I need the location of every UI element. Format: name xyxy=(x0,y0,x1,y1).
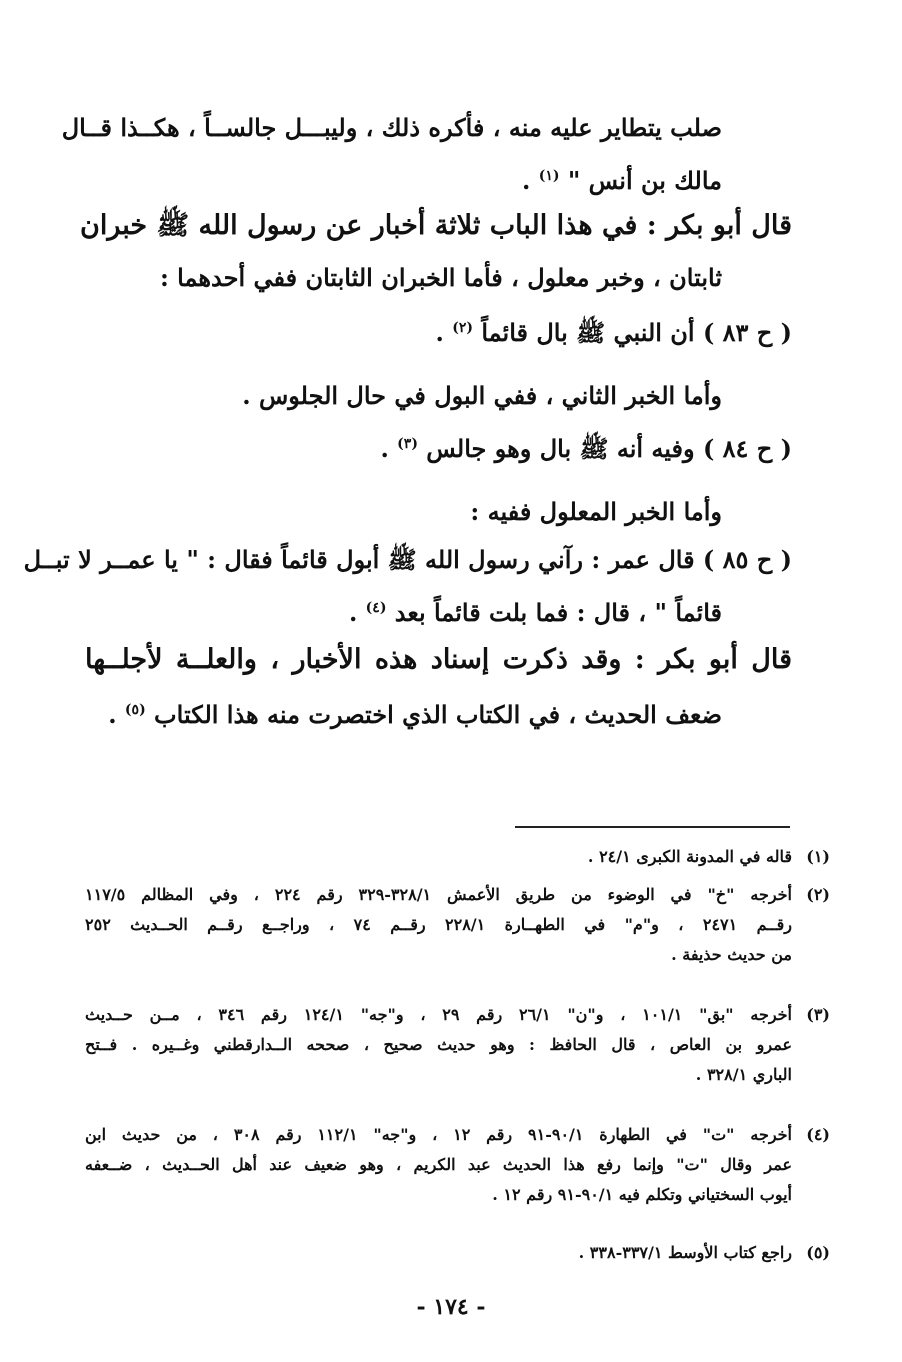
footnote-number: (٥) xyxy=(806,1243,830,1262)
hadith-line: ( ح ٨٣ ) أن النبي ﷺ بال قائماً $^{(٢)}$ . xyxy=(435,318,792,347)
footnote-line: عمرو بن العاص ، قال الحافظ : وهو حديث صحيح ، صححه الــدارقطني وغــيره . فــتح xyxy=(85,1035,792,1054)
footnote-5 xyxy=(85,1238,830,1268)
footnote-number: (٤) xyxy=(806,1125,830,1144)
footnote-marker: (٤) xyxy=(365,600,387,616)
footnote-line: من حديث حذيفة . xyxy=(671,945,792,964)
footnote-number: (١) xyxy=(806,847,830,866)
footnote-3 xyxy=(85,1000,830,1090)
footnote-marker: (٥) xyxy=(124,702,146,718)
hadith-line: ( ح ٨٤ ) وفيه أنه ﷺ بال وهو جالس $^{(٣)}$ . xyxy=(380,434,792,463)
body-line: قائماً " ، قال : فما بلت قائماً بعد $^{(٤)}$ . xyxy=(348,598,722,627)
footnote-marker: (٢) xyxy=(452,320,473,336)
footnote-2 xyxy=(85,880,830,970)
footnote-line: قاله في المدونة الكبرى ٢٤/١ . xyxy=(587,847,792,866)
body-line: قال أبو بكر : في هذا الباب ثلاثة أخبار عن رسول الله ﷺ خبران xyxy=(80,210,792,241)
footnote-line: أخرجه "بق" ١٠١/١ ، و"ن" ٢٦/١ رقم ٢٩ ، و"جه" ١٢٤/١ رقم ٣٤٦ ، مــن حــديث xyxy=(85,1005,793,1024)
footnote-line: أخرجه "خ" في الوضوء من طريق الأعمش ٣٢٨/١-٣٢٩ رقم ٢٢٤ ، وفي المظالم ١١٧/٥ xyxy=(85,885,793,904)
footnote-line: عمر وقال "ت" وإنما رفع هذا الحديث عبد الكريم ، وهو ضعيف عند أهل الحــديث ، ضــعفه xyxy=(85,1155,792,1174)
footnote-marker: (٣) xyxy=(397,436,418,452)
footnote-number: (٢) xyxy=(806,885,830,904)
footnote-line: راجع كتاب الأوسط ٣٣٧/١-٣٣٨ . xyxy=(578,1243,792,1262)
footnote-number: (٣) xyxy=(806,1005,830,1024)
body-line: قال أبو بكر : وقد ذكرت إسناد هذه الأخبار ، والعلــة لأجلــها xyxy=(85,644,792,675)
body-line: مالك بن أنس " $^{(١)}$ . xyxy=(521,166,722,195)
footnote-separator xyxy=(515,826,790,828)
page-number: - ١٧٤ - xyxy=(416,1294,486,1320)
hadith-line: ( ح ٨٥ ) قال عمر : رآني رسول الله ﷺ أبول قائماً فقال : " يا عمــر لا تبــل xyxy=(23,545,792,574)
footnote-line: الباري ٣٢٨/١ . xyxy=(695,1065,792,1084)
footnote-line: أيوب السختياني وتكلم فيه ٩٠/١-٩١ رقم ١٢ . xyxy=(492,1185,792,1204)
body-line: ثابتان ، وخبر معلول ، فأما الخبران الثابتان ففي أحدهما : xyxy=(159,263,722,292)
body-line: صلب يتطاير عليه منه ، فأكره ذلك ، وليبـــل جالســاً ، هكــذا قــال xyxy=(61,113,722,142)
footnote-marker: (١) xyxy=(538,168,560,184)
footnote-1 xyxy=(85,842,830,872)
footnote-line: أخرجه "ت" في الطهارة ٩٠/١-٩١ رقم ١٢ ، و"جه" ١١٢/١ رقم ٣٠٨ ، من حديث ابن xyxy=(85,1125,792,1144)
body-line: وأما الخبر الثاني ، ففي البول في حال الجلوس . xyxy=(242,381,722,410)
body-line: ضعف الحديث ، في الكتاب الذي اختصرت منه هذا الكتاب $^{(٥)}$ . xyxy=(108,700,722,729)
footnote-4 xyxy=(85,1120,830,1210)
body-line: وأما الخبر المعلول ففيه : xyxy=(470,497,722,526)
footnote-line: رقــم ٢٤٧١ ، و"م" في الطهــارة ٢٢٨/١ رقــم ٧٤ ، وراجــع رقــم الحــديث ٢٥٢ xyxy=(85,915,793,934)
